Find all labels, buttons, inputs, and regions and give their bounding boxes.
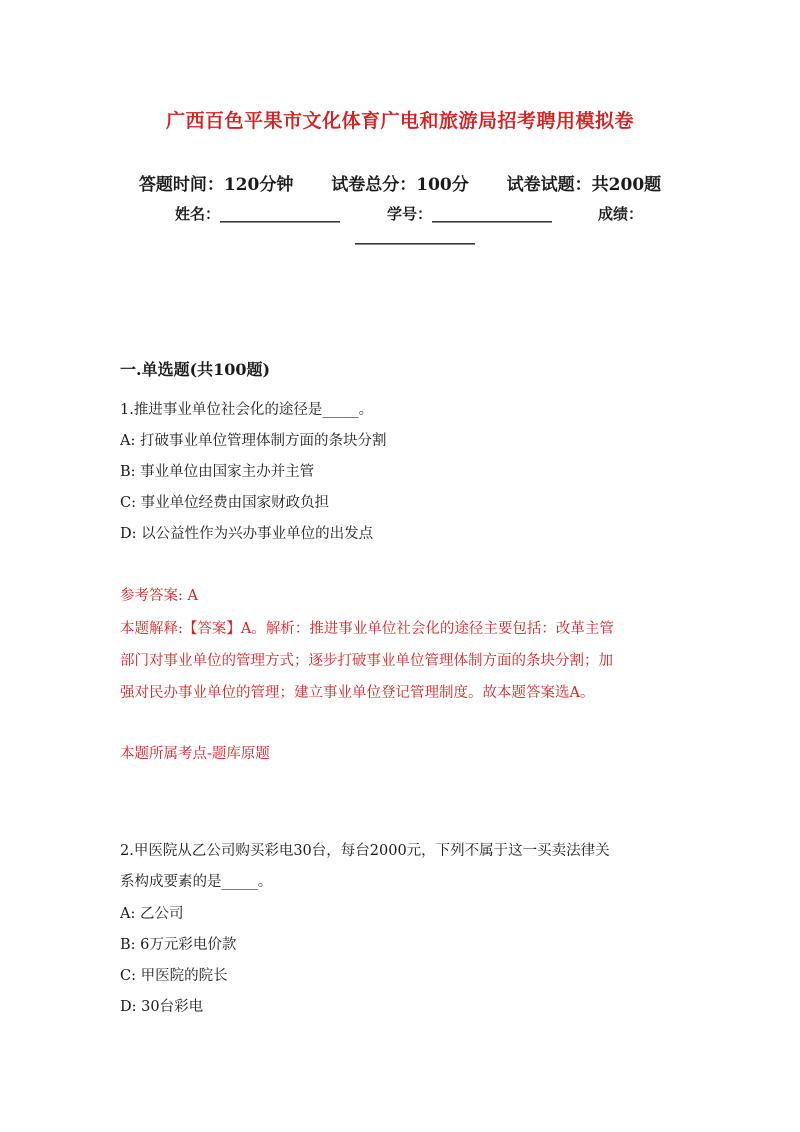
q2-option-b: B: 6万元彩电价款 <box>120 937 237 953</box>
q1-option-d: D: 以公益性作为兴办事业单位的出发点 <box>120 526 374 542</box>
q1-option-a: A: 打破事业单位管理体制方面的条块分割 <box>120 433 387 449</box>
exam-question-count: 试卷试题：共200题 <box>506 175 662 195</box>
id-field: 学号：________________ <box>387 205 553 223</box>
name-field: 姓名：________________ <box>175 205 341 223</box>
score-field: 成绩： <box>598 205 644 223</box>
exam-meta <box>0 170 800 195</box>
q2-stem-line: 系构成要素的是_____。 <box>120 874 273 890</box>
exam-total-score: 试卷总分：100分 <box>331 175 469 195</box>
q2-option-c: C: 甲医院的院长 <box>120 968 228 984</box>
q1-stem: 1.推进事业单位社会化的途径是_____。 <box>120 402 374 418</box>
q2-option-d: D: 30台彩电 <box>120 999 204 1015</box>
q1-option-c: C: 事业单位经费由国家财政负担 <box>120 495 330 511</box>
q1-explain-line: 强对民办事业单位的管理；建立事业单位登记管理制度。故本题答案选A。 <box>120 685 595 701</box>
exam-title: 广西百色平果市文化体育广电和旅游局招考聘用模拟卷 <box>165 110 634 132</box>
q1-answer: 参考答案: A <box>120 588 198 604</box>
q2-stem-line: 2.甲医院从乙公司购买彩电30台，每台2000元，下列不属于这一买卖法律关 <box>120 843 610 859</box>
score-blank: ________________ <box>355 227 475 245</box>
q1-source: 本题所属考点-题库原题 <box>120 746 270 762</box>
q1-explain-line: 部门对事业单位的管理方式；逐步打破事业单位管理体制方面的条块分割；加 <box>120 653 613 669</box>
section-title: 一.单选题(共100题) <box>120 360 271 379</box>
q2-option-a: A: 乙公司 <box>120 906 184 922</box>
q1-explain-line: 本题解释:【答案】A。解析：推进事业单位社会化的途径主要包括：改革主管 <box>120 621 614 637</box>
exam-time: 答题时间：120分钟 <box>138 175 294 195</box>
q1-option-b: B: 事业单位由国家主办并主管 <box>120 464 315 480</box>
